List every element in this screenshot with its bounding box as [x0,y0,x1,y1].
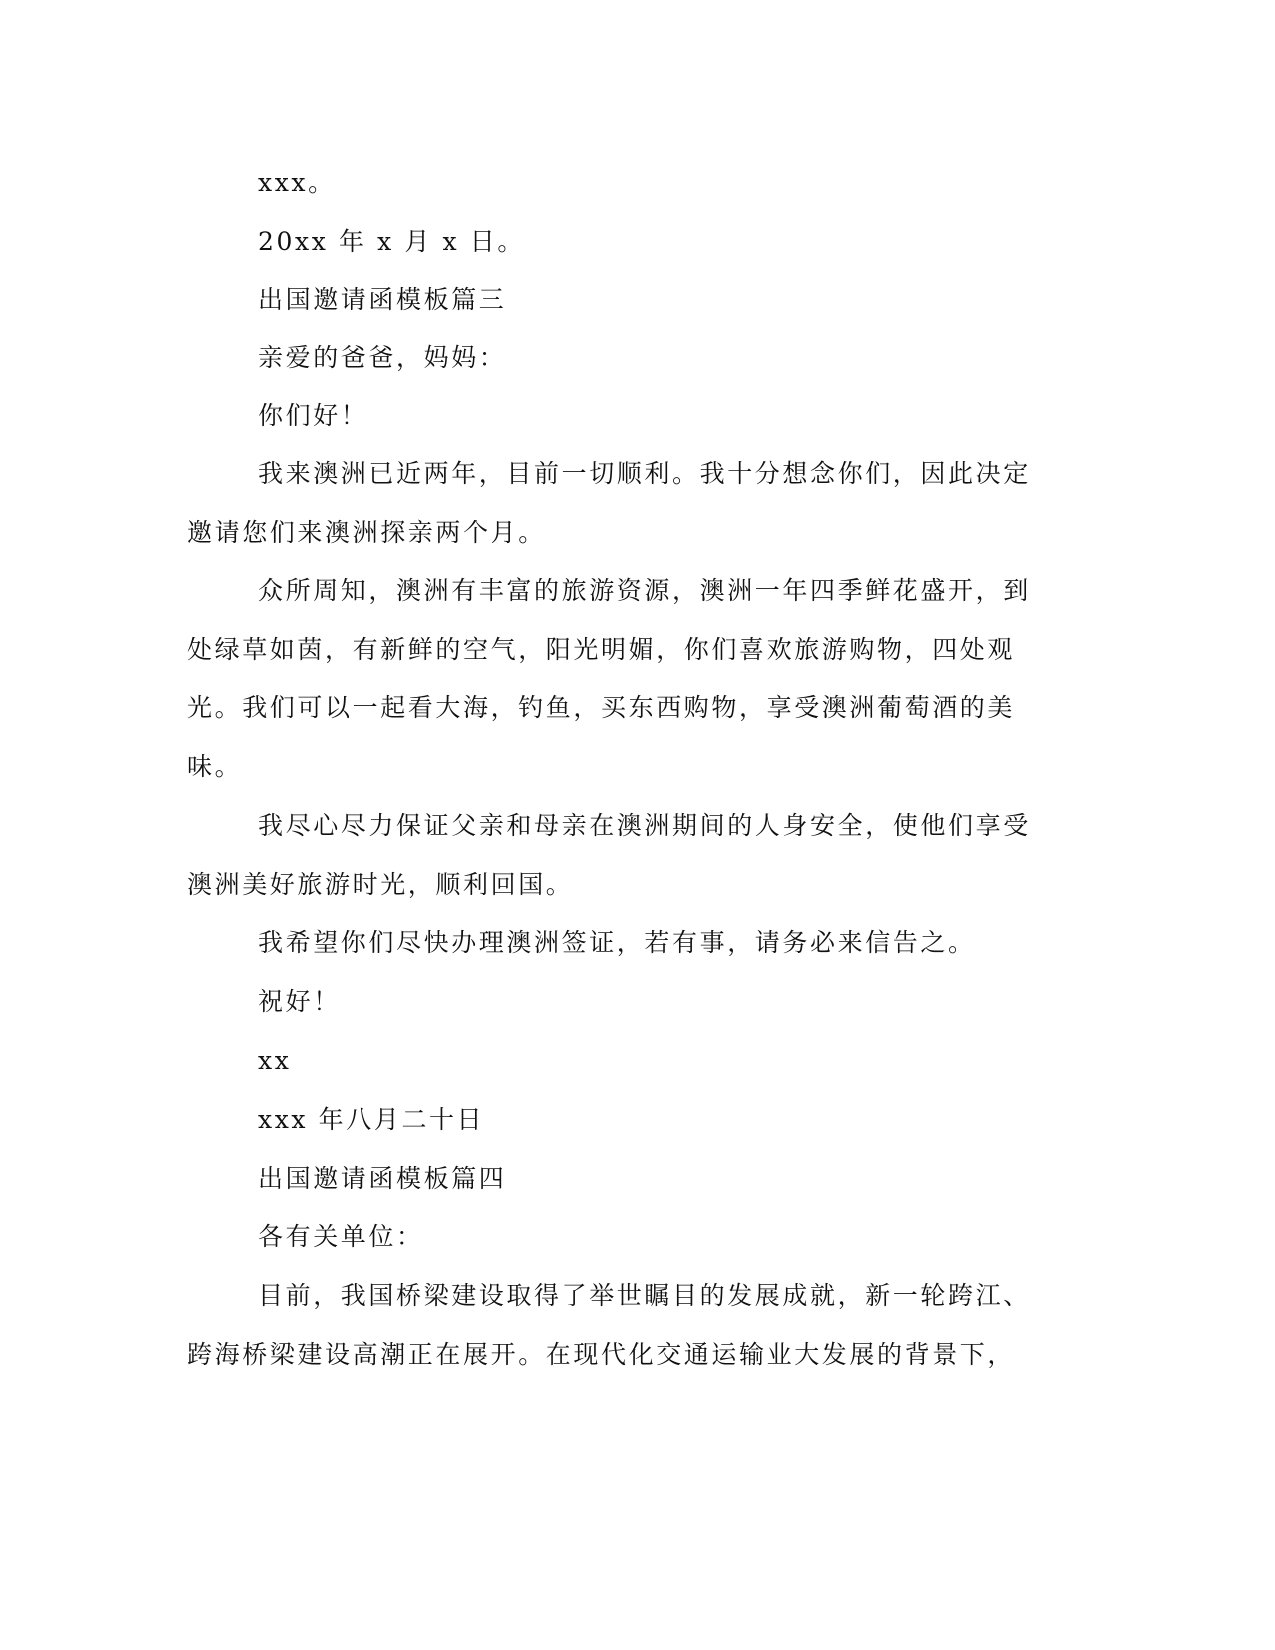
paragraph-line: 目前，我国桥梁建设取得了举世瞩目的发展成就，新一轮跨江、 [258,1281,1031,1310]
salutation: 各有关单位： [258,1222,424,1251]
paragraph-line: 跨海桥梁建设高潮正在展开。在现代化交通运输业大发展的背景下， [187,1340,1016,1369]
section-heading: 出国邀请函模板篇三 [258,285,507,314]
date-line: 20xx 年 x 月 x 日。 [258,227,525,256]
paragraph-line: 我尽心尽力保证父亲和母亲在澳洲期间的人身安全，使他们享受 [258,811,1031,840]
date-line: xxx 年八月二十日 [258,1105,485,1134]
paragraph-line: 邀请您们来澳洲探亲两个月。 [187,518,546,547]
paragraph-line: 处绿草如茵，有新鲜的空气，阳光明媚，你们喜欢旅游购物，四处观 [187,635,1016,664]
signature-line: xxx。 [258,168,336,197]
paragraph-line: 光。我们可以一起看大海，钓鱼，买东西购物，享受澳洲葡萄酒的美 [187,693,1016,722]
paragraph-line: 众所周知，澳洲有丰富的旅游资源，澳洲一年四季鲜花盛开，到 [258,576,1031,605]
closing: 祝好！ [258,987,341,1016]
section-heading: 出国邀请函模板篇四 [258,1164,507,1193]
paragraph-line: 我来澳洲已近两年，目前一切顺利。我十分想念你们，因此决定 [258,459,1031,488]
paragraph-line: 味。 [187,752,243,781]
paragraph-line: 澳洲美好旅游时光，顺利回国。 [187,870,574,899]
signature-line: xx [258,1046,292,1075]
paragraph-line: 我希望你们尽快办理澳洲签证，若有事，请务必来信告之。 [258,928,976,957]
salutation: 亲爱的爸爸，妈妈： [258,343,507,372]
greeting: 你们好！ [258,401,369,430]
